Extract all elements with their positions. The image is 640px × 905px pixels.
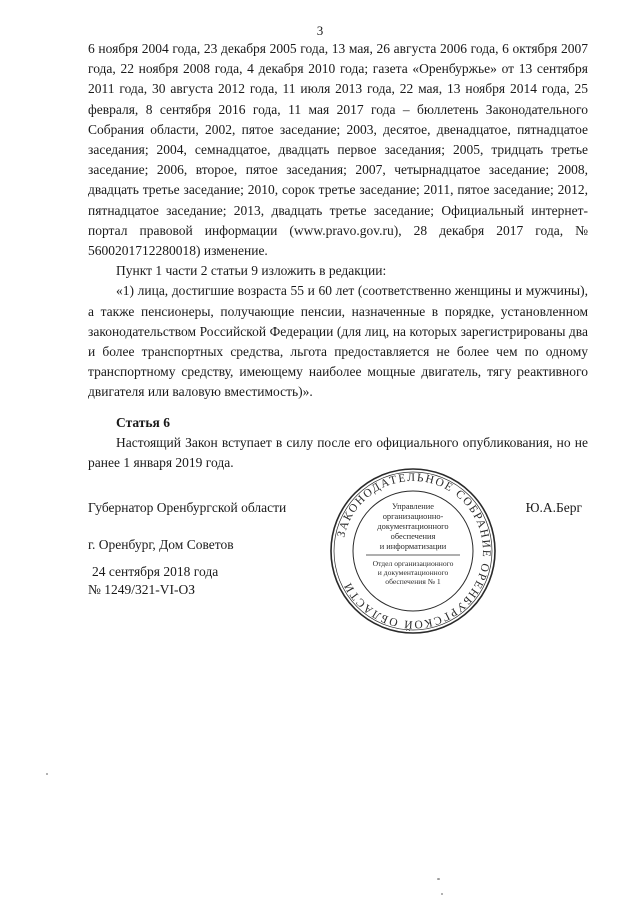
stamp-line-1: Управление <box>391 502 435 511</box>
stamp-line-6: Отдел организационного <box>372 559 454 568</box>
stamp-line-2: организационно- <box>382 512 444 521</box>
amendment-intro-paragraph: Пункт 1 части 2 статьи 9 изложить в редакции: <box>116 263 387 279</box>
signer-name: Ю.А.Берг <box>525 500 582 515</box>
stamp-line-3: документационного <box>377 522 449 531</box>
article-6-paragraph: Настоящий Закон вступает в силу после его официального опубликования, но не ранее 1 января 2019 года. <box>88 435 588 471</box>
body-text <box>88 39 588 403</box>
stamp-outer-text: ЗАКОНОДАТЕЛЬНОЕ СОБРАНИЕ ОРЕНБУРГСКОЙ ОБЛАСТИ <box>335 471 493 631</box>
stamp-line-8: обеспечения № 1 <box>385 577 441 586</box>
scan-speck <box>46 773 48 775</box>
article-6-title: Статья 6 <box>116 415 170 430</box>
stamp-line-4: обеспечения <box>390 532 436 541</box>
stamp-seal-icon <box>328 466 498 636</box>
signing-place: г. Оренбург, Дом Советов <box>88 537 234 552</box>
scan-speck <box>441 893 443 895</box>
stamp-line-5: и информатизации <box>379 542 447 551</box>
page-number: 3 <box>316 23 324 38</box>
law-number: № 1249/321-VI-ОЗ <box>88 582 196 597</box>
official-stamp <box>328 466 498 636</box>
signing-date: 24 сентября 2018 года <box>92 564 219 579</box>
stamp-line-7: и документационного <box>377 568 449 577</box>
svg-text:ЗАКОНОДАТЕЛЬНОЕ СОБРАНИЕ ОРЕНБ <box>335 472 492 632</box>
amendment-sources-paragraph: 6 ноября 2004 года, 23 декабря 2005 года, 13 мая, 26 августа 2006 года, 6 октября 2007 года, 22 ноября 2008 года, 4 декабря 2010 года; газета «Оренбуржье» от 13 сентября 2011 года, 30 августа 2012 года, 11 июля 2013 года, 22 мая, 13 ноября 2014 года, 25 февраля, 8 сентября 2016 года, 11 мая 2017 года – бюллетень Законодательного Собрания области, 2002, пятое заседание; 2003, десятое, двенадцатое, пятнадцатое заседания; 2004, семнадцатое, двадцать первое заседания; 2005, тридцать третье заседание; 2006, второе, пятое заседания; 2007, четырнадцатое заседание; 2008, двадцать третье заседание; 2010, сорок третье заседание; 2011, пятое заседание; 2012, пятнадцатое заседание; 2013, двадцать третье заседание; Официальный интернет-портал правовой информации (www.pravo.gov.ru), 28 декабря 2017 года, № 5600201712280018) изменение. <box>88 41 588 259</box>
signer-title: Губернатор Оренбургской области <box>88 500 287 515</box>
scan-speck <box>437 878 440 880</box>
amendment-text-paragraph: «1) лица, достигшие возраста 55 и 60 лет (соответственно женщины и мужчины), а также пенсионеры, получающие пенсии, назначенные в порядке, установленном законодательством Российской Федерации (для лиц, на которых зарегистрированы два и более транспортных средства, льгота предоставляется не более чем по одному транспортному средству, имеющему наиболее мощные двигатель, тягу реактивного двигателя или валовую вместимость)». <box>88 283 588 400</box>
